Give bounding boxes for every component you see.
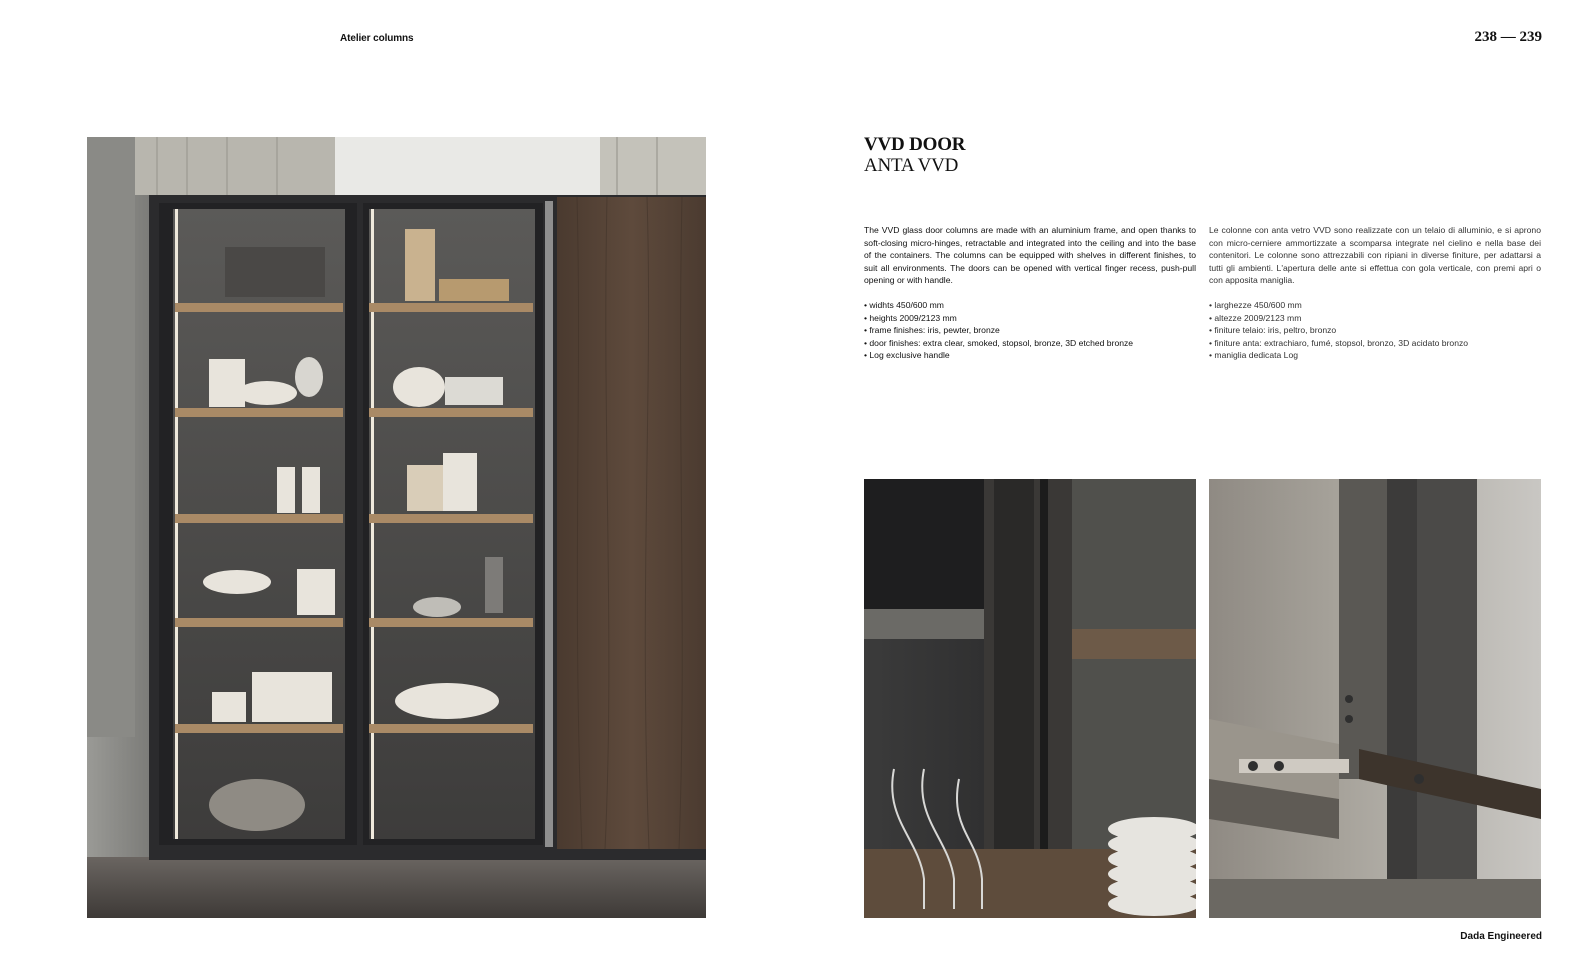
product-title-it: ANTA VVD bbox=[864, 155, 959, 176]
description-it-body: Le colonne con anta vetro VVD sono realizzate con un telaio di alluminio, e si aprono con micro-cerniere ammortizzate a scomparsa integrate nel cielino e nella base dei contenitori. Le colonne sono attrezzabili con ripiani in diverse finiture, per adattarsi a tutti gli ambienti. L'apertura delle ante si effettua con gola verticale, con premi apri o con apposita maniglia. bbox=[1209, 225, 1541, 286]
page-numbers: 238 — 239 bbox=[1474, 29, 1542, 45]
spec-item: • frame finishes: iris, pewter, bronze bbox=[864, 324, 1196, 337]
spec-item: • finiture telaio: iris, peltro, bronzo bbox=[1209, 324, 1541, 337]
description-it bbox=[1209, 224, 1541, 362]
section-label: Atelier columns bbox=[340, 33, 414, 44]
spec-item: • finiture anta: extrachiaro, fumé, stopsol, bronzo, 3D acidato bronzo bbox=[1209, 337, 1541, 350]
detail-photo-hinge bbox=[1209, 479, 1541, 918]
specs-it-list bbox=[1209, 299, 1541, 362]
main-cabinet-photo bbox=[87, 137, 706, 918]
spec-item: • Log exclusive handle bbox=[864, 349, 1196, 362]
product-title-block bbox=[864, 134, 965, 176]
product-title-en: VVD DOOR bbox=[864, 134, 966, 155]
spec-item: • widhts 450/600 mm bbox=[864, 299, 1196, 312]
description-en bbox=[864, 224, 1196, 362]
detail-photo-glass-door bbox=[864, 479, 1196, 918]
brand-footer: Dada Engineered bbox=[1460, 931, 1542, 942]
spec-item: • door finishes: extra clear, smoked, stopsol, bronze, 3D etched bronze bbox=[864, 337, 1196, 350]
spec-item: • larghezze 450/600 mm bbox=[1209, 299, 1541, 312]
description-en-body: The VVD glass door columns are made with an aluminium frame, and open thanks to soft-closing micro-hinges, retractable and integrated into the ceiling and into the base of the containers. The columns can be equipped with shelves in different finishes, to suit all environments. The doors can be opened with vertical finger recess, push-pull opening or with handle. bbox=[864, 225, 1196, 286]
spec-item: • heights 2009/2123 mm bbox=[864, 312, 1196, 325]
specs-en-list bbox=[864, 299, 1196, 362]
spec-item: • maniglia dedicata Log bbox=[1209, 349, 1541, 362]
spec-item: • altezze 2009/2123 mm bbox=[1209, 312, 1541, 325]
